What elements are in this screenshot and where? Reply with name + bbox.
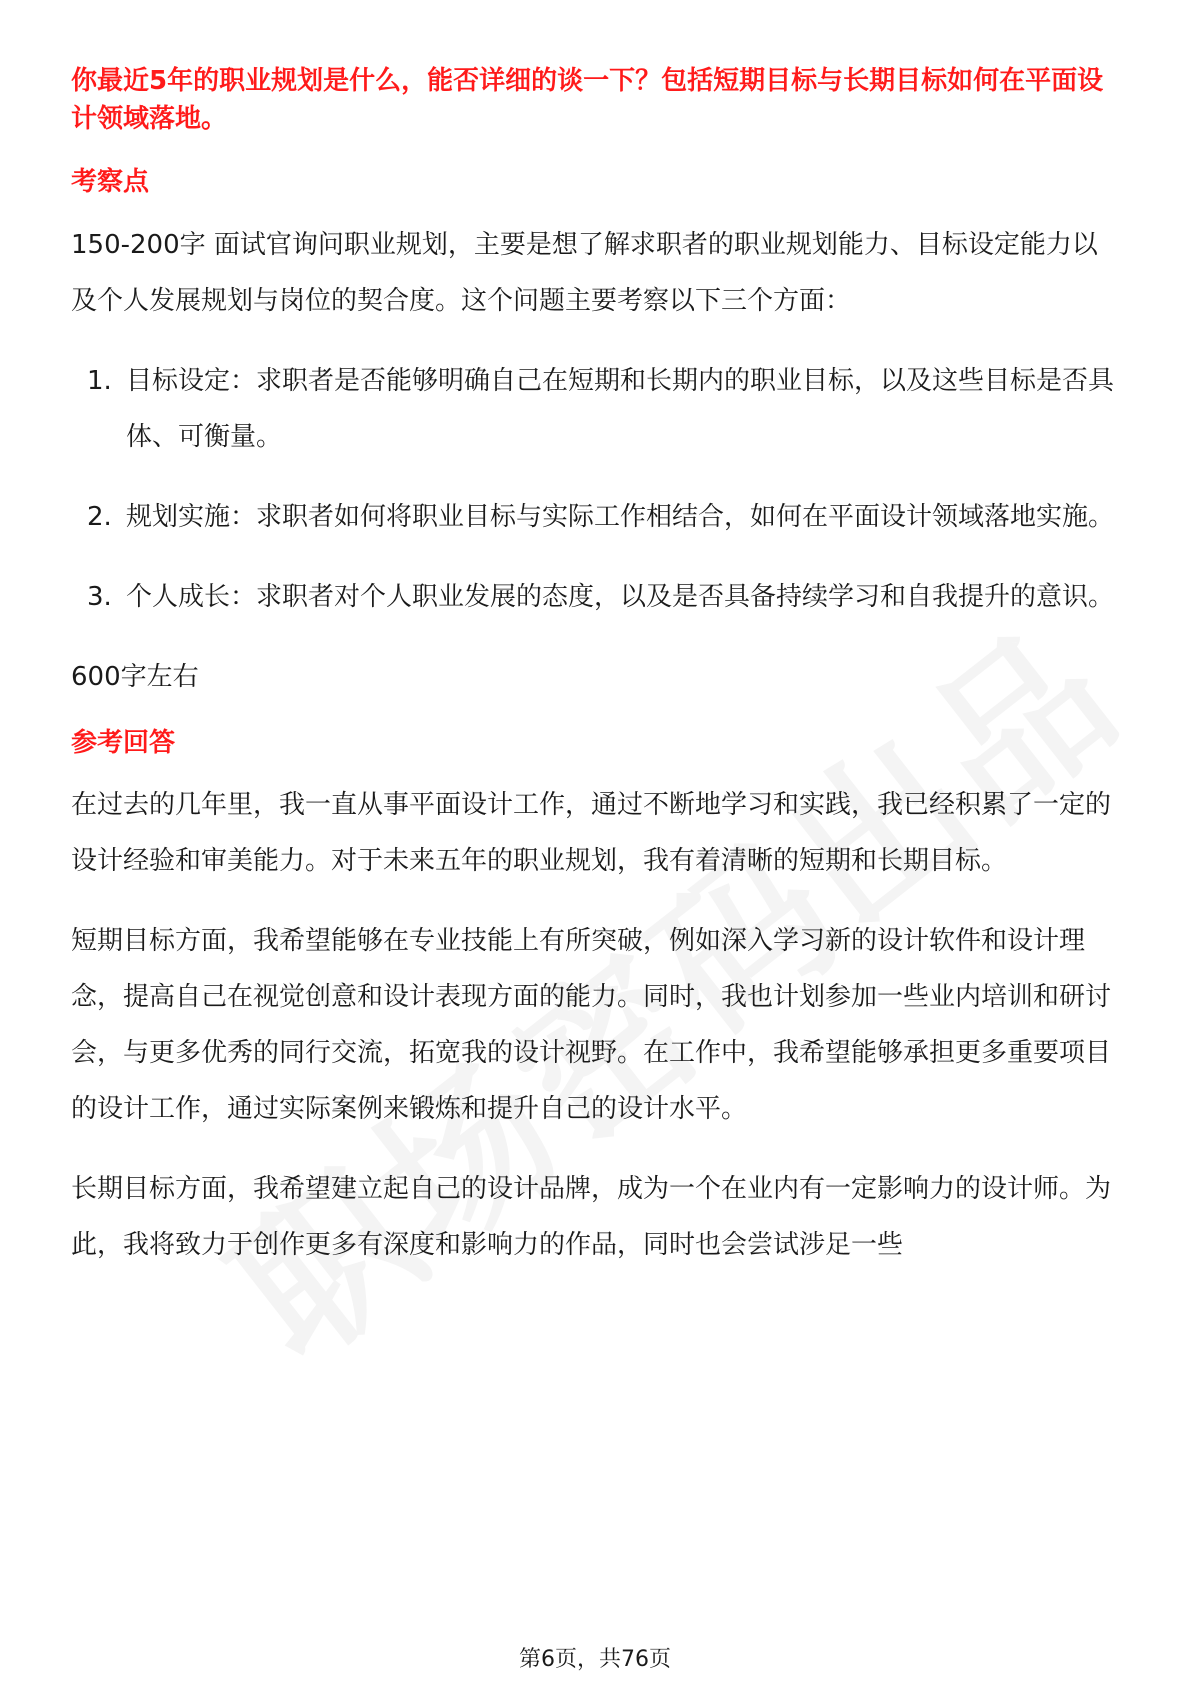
word-count-note: 600字左右 [71,662,199,692]
list-item [71,489,1121,545]
answer-paragraph: 在过去的几年里，我一直从事平面设计工作，通过不断地学习和实践，我已经积累了一定的设计经验和审美能力。对于未来五年的职业规划，我有着清晰的短期和长期目标。 [71,790,1112,876]
section-title-focus: 考察点 [71,167,150,197]
list-item [71,353,1121,465]
answer-paragraph: 短期目标方面，我希望能够在专业技能上有所突破，例如深入学习新的设计软件和设计理念，提高自己在视觉创意和设计表现方面的能力。同时，我也计划参加一些业内培训和研讨会，与更多优秀的同行交流，拓宽我的设计视野。在工作中，我希望能够承担更多重要项目的设计工作，通过实际案例来锻炼和提升自己的设计水平。 [71,926,1112,1124]
list-item-text: 个人成长：求职者对个人职业发展的态度，以及是否具备持续学习和自我提升的意识。 [126,582,1115,612]
list-item-text: 规划实施：求职者如何将职业目标与实际工作相结合，如何在平面设计领域落地实施。 [126,502,1115,532]
page-content [71,62,1121,1273]
list-item-text: 目标设定：求职者是否能够明确自己在短期和长期内的职业目标，以及这些目标是否具体、可衡量。 [126,366,1115,452]
answer-paragraph: 长期目标方面，我希望建立起自己的设计品牌，成为一个在业内有一定影响力的设计师。为此，我将致力于创作更多有深度和影响力的作品，同时也会尝试涉足一些 [71,1174,1112,1260]
list-item-number: 2. [87,502,112,532]
page-footer: 第6页，共76页 [519,1647,671,1672]
focus-points-list [71,353,1121,625]
list-item-number: 1. [87,366,112,396]
list-item-number: 3. [87,582,112,612]
list-item [71,569,1121,625]
section-title-answer: 参考回答 [71,728,176,758]
question-heading: 你最近5年的职业规划是什么，能否详细的谈一下？包括短期目标与长期目标如何在平面设计领域落地。 [71,66,1104,134]
intro-paragraph: 150-200字 面试官询问职业规划，主要是想了解求职者的职业规划能力、目标设定能力以及个人发展规划与岗位的契合度。这个问题主要考察以下三个方面： [71,230,1098,316]
